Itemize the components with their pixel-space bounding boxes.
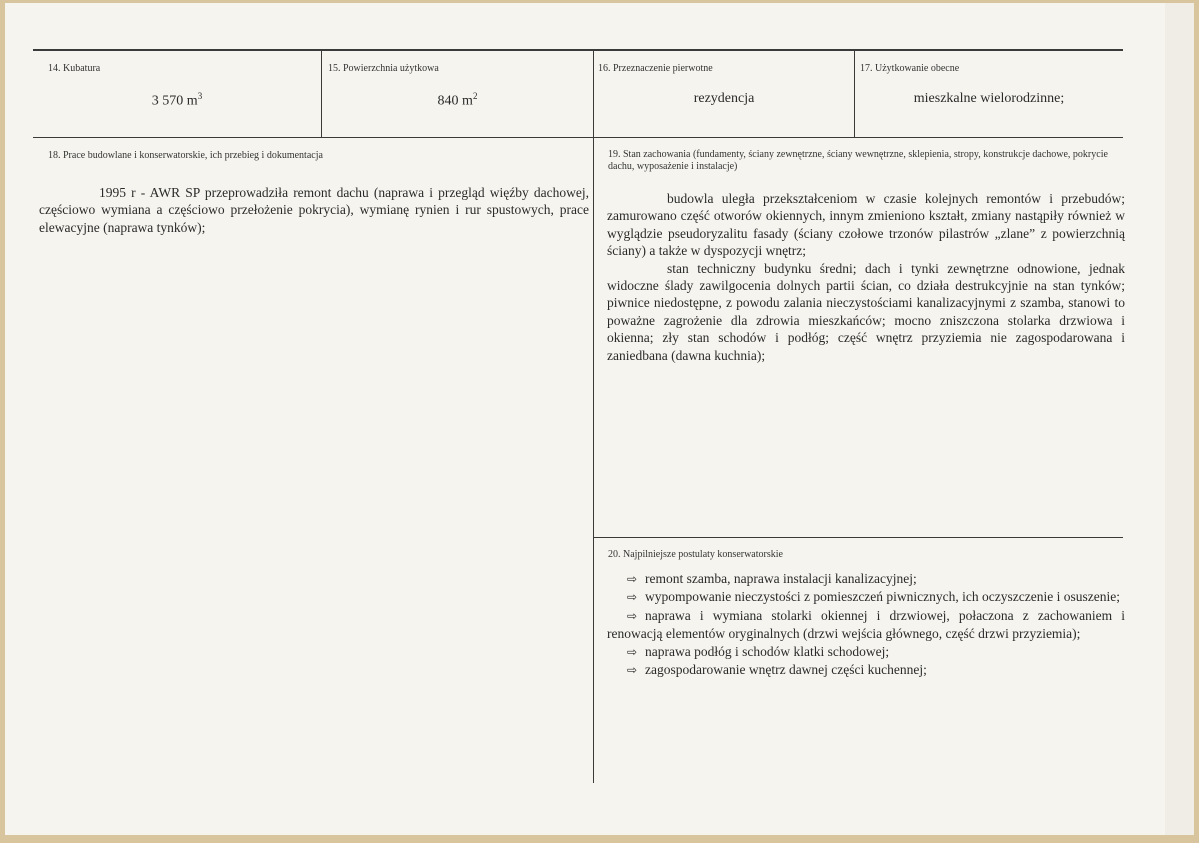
list-item (607, 570, 1125, 588)
section-18-paragraph: 1995 r - AWR SP przeprowadziła remont dachu (naprawa i przegląd więźby dachowej, częściowo wymiana a częściowo przełożenie pokrycia), wymianę rynien i rur spustowych, prace elewacyjne (naprawa tynków); (39, 185, 589, 235)
list-item-text: naprawa i wymiana stolarki okiennej i drzwiowej, połaczona z zachowaniem i renowacją elementów oryginalnych (drzwi wejścia głównego, część drzwi przyziemia); (607, 607, 1125, 642)
arrow-right-icon: ⇨ (627, 572, 638, 586)
col-divider-16 (593, 50, 594, 783)
row-divider-20 (594, 537, 1123, 538)
list-item (607, 588, 1125, 606)
section-20-list (607, 570, 1125, 679)
section-19-paragraph-2: stan techniczny budynku średni; dach i tynki zewnętrzne odnowione, jednak widoczne ślady zawilgocenia dolnych partii ścian, co działa destrukcyjnie na stan tynków; piwnice niedostępne, z powodu zalania nieczystościami kanalizacyjnymi z szamba, stanowi to poważne zagrożenie dla zdrowia mieszkańców; mocno zniszczona stolarka drzwiowa i okienna; zły stan schodów i podłóg; część wnętrz przyziemia nie zagospodarowana i zaniedbana (dawna kuchnia); (607, 260, 1125, 363)
section-20-label: 20. Najpilniejsze postulaty konserwatorskie (608, 549, 783, 560)
field-15-exponent: 2 (472, 91, 478, 101)
arrow-right-icon: ⇨ (627, 590, 638, 605)
arrow-right-icon: ⇨ (627, 608, 638, 623)
field-17-label: 17. Użytkowanie obecne (860, 63, 960, 74)
section-18-label: 18. Prace budowlane i konserwatorskie, ich przebieg i dokumentacja (48, 150, 323, 161)
field-15-label: 15. Powierzchnia użytkowa (328, 63, 439, 74)
field-14-number: 3 570 m (151, 93, 198, 109)
field-14-label: 14. Kubatura (48, 63, 101, 74)
row-divider (33, 137, 1123, 138)
list-item (607, 661, 1125, 679)
form-sheet (5, 3, 1165, 835)
section-19-paragraph-1: budowla uległa przekształceniom w czasie kolejnych remontów i przebudów; zamurowano część otworów okiennych, innym zmieniono kształt, zmiany nastąpiły również w wyglądzie pseudoryzalitu fasady (ściany czołowe trzonów pilastrów „zlane” z powierzchnią ściany) a także w dyspozycji wnętrz; (607, 191, 1125, 259)
sheet-edge (1165, 3, 1194, 835)
section-19-label: 19. Stan zachowania (fundamenty, ściany zewnętrzne, ściany wewnętrzne, sklepienia, stropy, konstrukcje dachowe, pokrycie dachu, wyposażenie i instalacje) (608, 149, 1108, 172)
arrow-right-icon: ⇨ (627, 644, 638, 659)
field-16-label: 16. Przeznaczenie pierwotne (598, 63, 713, 74)
field-15-value (322, 91, 593, 110)
arrow-right-icon: ⇨ (627, 663, 638, 678)
top-rule (33, 49, 1123, 51)
field-16-value: rezydencja (693, 91, 755, 106)
section-18-text (39, 184, 589, 236)
list-item-text: remont szamba, naprawa instalacji kanalizacyjnej; (645, 571, 917, 586)
list-item (607, 607, 1125, 643)
field-14-value (33, 91, 321, 110)
list-item-text: naprawa podłóg i schodów klatki schodowej; (645, 643, 890, 659)
field-15-number: 840 m (437, 93, 473, 109)
field-17-value: mieszkalne wielorodzinne; (913, 91, 1065, 106)
list-item (607, 643, 1125, 661)
list-item-text: wypompowanie nieczystości z pomieszczeń piwnicznych, ich oczyszczenie i osuszenie; (645, 589, 1120, 605)
field-14-exponent: 3 (197, 91, 203, 101)
section-19-text (607, 190, 1125, 364)
list-item-text: zagospodarowanie wnętrz dawnej części kuchennej; (645, 662, 927, 678)
